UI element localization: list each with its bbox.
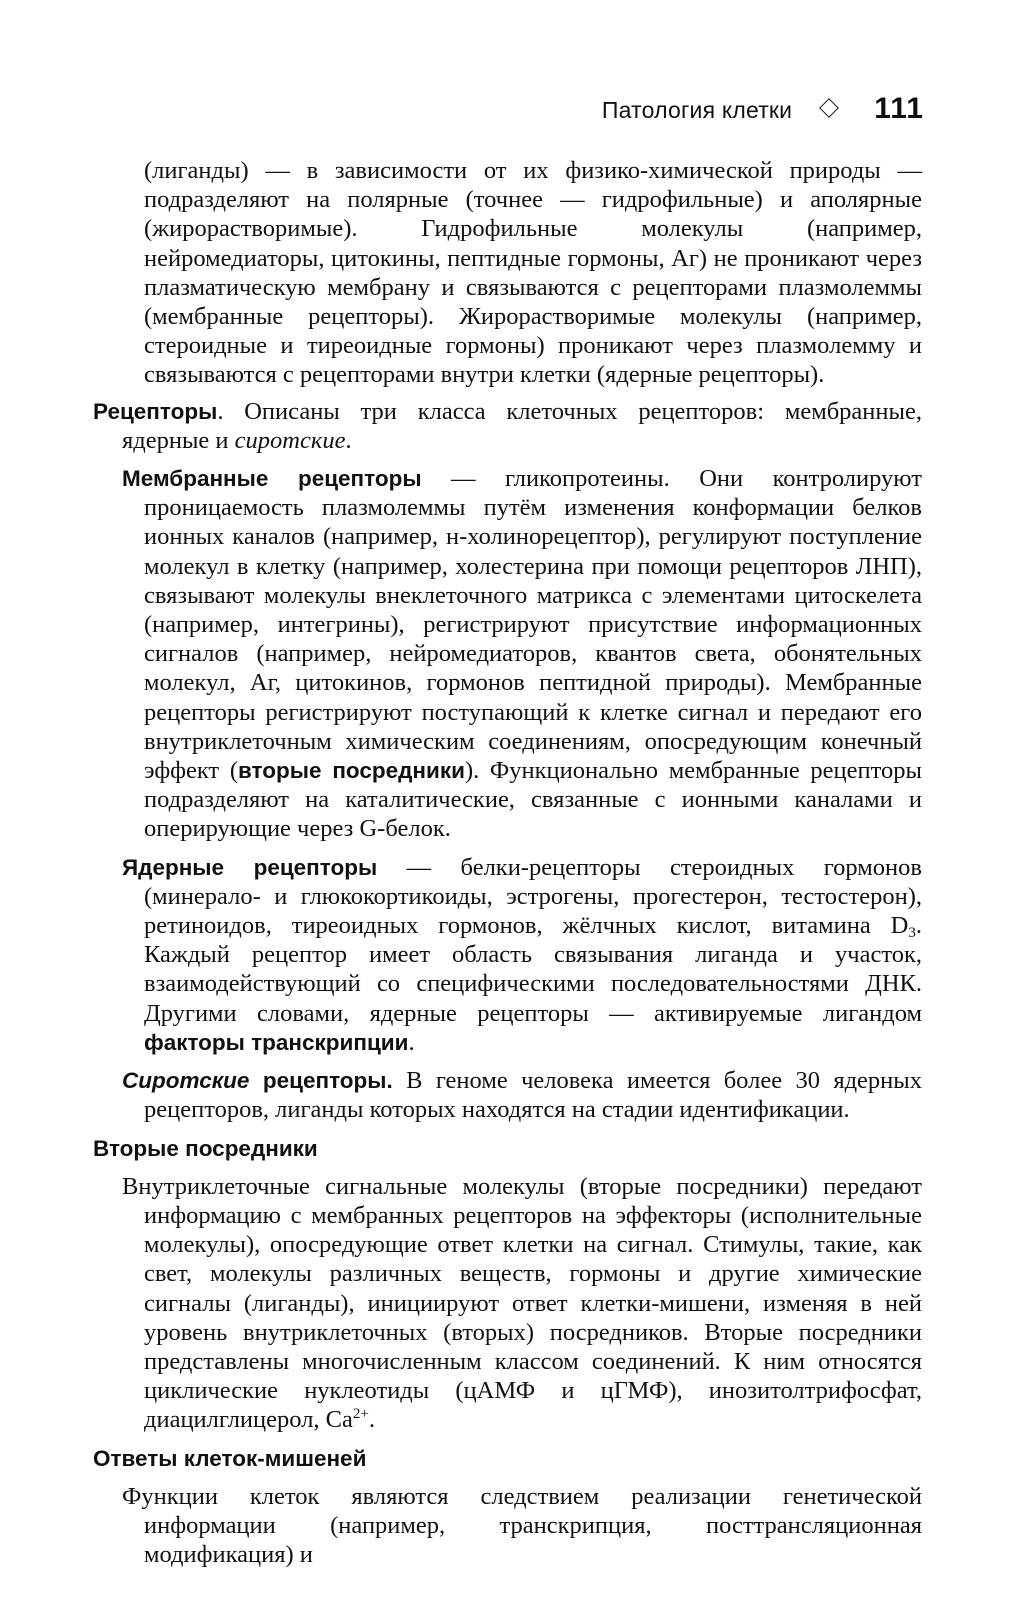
paragraph-nuclear-receptors [122,853,922,1057]
paragraph-second-messengers [122,1172,922,1435]
second-messengers-text: Внутриклеточные сигнальные молекулы (вторые посредники) передают информацию с мембранных рецепторов на эффекторы (исполнительные молекулы), опосредующие ответ клетки на сигнал. Стимулы, такие, как свет, молекулы различных веществ, гормоны и другие химические сигналы (лиганды), инициируют ответ клетки-мишени, изменяя в ней уровень внутриклеточных (вторых) посредников. Вторые посредники представлены многочисленным классом соединений. К ним относятся циклические нуклеотиды (цАМФ и цГМФ), инозитолтрифосфат, диацилглицерол, Ca [122,1172,922,1434]
calcium-superscript: 2+ [352,1406,369,1423]
membrane-text-2: ). Функционально мембранные рецепторы подразделяют на каталитические, связанные с ионными каналами и оперирующие через G-белок. [144,757,922,843]
paragraph-ligands-text: (лиганды) — в зависимости от их физико-химической природы — подразделяют на полярные (точнее — гидрофильные) и аполярные (жирорастворимые). Гидрофильные молекулы (например, нейромедиаторы, цитокины, пептидные гормоны, Аг) не проникают через плазматическую мембрану и связываются с рецепторами плазмолеммы (мембранные рецепторы). Жирорастворимые молекулы (например, стероидные и тиреоидные гормоны) проникают через плазмолемму и связываются с рецепторами внутри клетки (ядерные рецепторы). [144,157,922,389]
membrane-text-1: — гликопротеины. Они контролируют проницаемость плазмолеммы путём изменения конформации белков ионных каналов (например, н-холинорецептор), регулируют поступление молекул в клетку (например, холестерина при помощи рецепторов ЛНП), связывают молекулы внеклеточного матрикса с элементами цитоскелета (например, интегрины), регистрируют присутствие информационных сигналов (например, нейромедиаторов, квантов света, обонятельных молекул, Аг, цитокинов, гормонов пептидной природы). Мембранные рецепторы регистрируют поступающий к клетке сигнал и передают его внутриклеточным химическим соединениям, опосредующим конечный эффект ( [144,465,922,785]
diamond-icon [819,98,839,118]
receptors-end: . [345,426,352,454]
heading-second-messengers: Вторые посредники [93,1135,318,1161]
section-heading-target-cells [93,1444,922,1473]
term-transcription-factors: факторы транскрипции [144,1029,409,1055]
section-heading-second-messengers [93,1134,922,1163]
paragraph-receptors [93,397,922,455]
term-orphan-receptors: рецепторы. [249,1068,393,1094]
paragraph-orphan-receptors [122,1066,922,1124]
vitamin-d-subscript: 3 [908,925,916,942]
orphan-text: В геноме человека имеется более 30 ядерных рецепторов, лиганды которых находятся на стадии идентификации. [144,1067,923,1124]
term-second-messengers: вторые посредники [238,758,465,784]
nuclear-end: . [408,1028,415,1056]
paragraph-ligands [144,156,922,390]
term-orphan-italic: Сиротские [122,1068,250,1094]
paragraph-membrane-receptors [122,464,922,844]
nuclear-text-1: — белки-рецепторы стероидных гормонов (минерало- и глюкокортикоиды, эстрогены, прогестерон, тестостерон), ретиноидов, тиреоидных гормонов, жёлчных кислот, витамина D [144,853,922,940]
page-body [0,156,1012,1569]
running-head [602,92,924,126]
paragraph-target-cells [122,1482,922,1570]
receptors-italic: сиротские [234,426,346,454]
term-nuclear-receptors: Ядерные рецепторы [122,854,378,880]
heading-target-cells: Ответы клеток-мишеней [93,1445,367,1471]
term-membrane-receptors: Мембранные рецепторы [122,466,422,492]
second-messengers-end: . [368,1406,375,1434]
running-head-title: Патология клетки [601,97,793,123]
page-number: 111 [874,92,924,125]
term-receptors: Рецепторы [93,398,218,424]
receptors-text: . Описаны три класса клеточных рецепторов: мембранные, ядерные и [122,397,922,454]
nuclear-text-2: . Каждый рецептор имеет область связывания лиганда и участок, взаимодействующий со специфическими последовательностями ДНК. Другими словами, ядерные рецепторы — активируемые лигандом [144,912,922,1027]
target-cells-text: Функции клеток являются следствием реализации генетической информации (например, транскрипция, посттрансляционная модификация) и [122,1482,922,1569]
